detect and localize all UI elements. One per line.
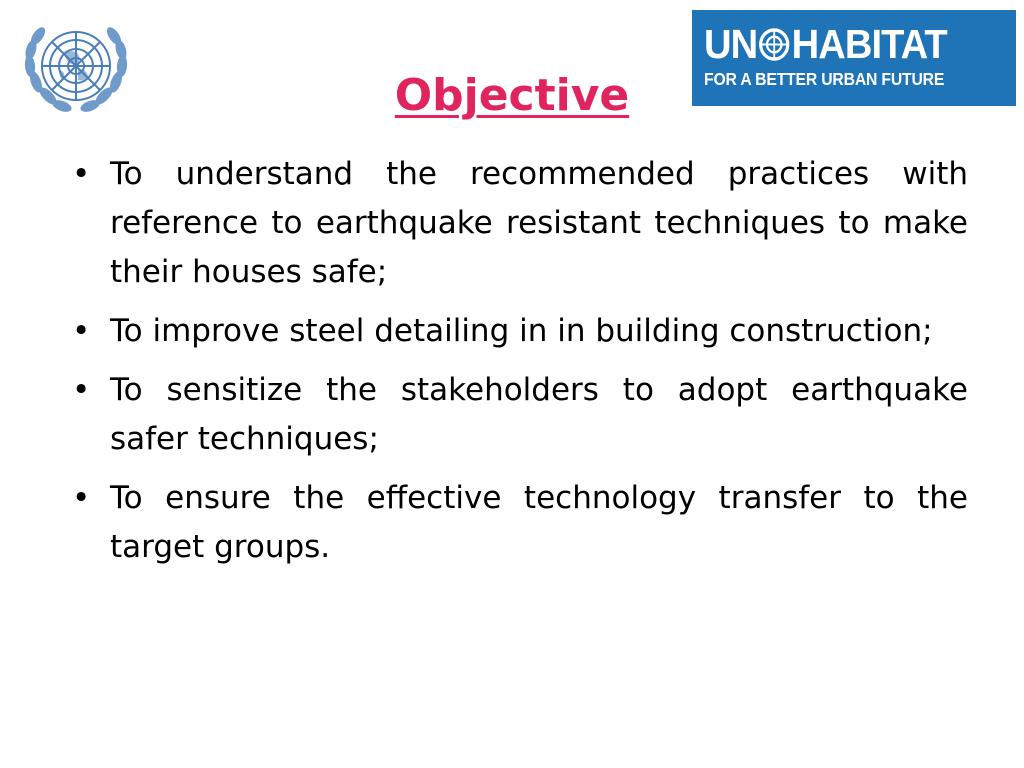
habitat-text-habitat: HABITAT	[791, 21, 947, 67]
objective-text: To improve steel detailing in in building construction;	[110, 313, 933, 349]
bullet-icon: •	[72, 313, 91, 349]
bullet-icon: •	[72, 156, 91, 192]
objectives-list	[70, 150, 968, 582]
habitat-wordmark	[704, 22, 994, 66]
objective-text: To understand the recommended practices with reference to earthquake resistant techniques to make their houses safe;	[110, 156, 968, 290]
habitat-text-un: UN	[704, 21, 758, 67]
globe-icon	[758, 27, 791, 62]
list-item	[70, 307, 968, 356]
bullet-icon: •	[72, 480, 91, 516]
list-item	[70, 366, 968, 464]
habitat-tagline: FOR A BETTER URBAN FUTURE	[704, 69, 945, 89]
objective-text: To sensitize the stakeholders to adopt earthquake safer techniques;	[110, 372, 968, 457]
bullet-icon: •	[72, 372, 91, 408]
list-item	[70, 474, 968, 572]
objective-text: To ensure the effective technology transfer to the target groups.	[110, 480, 968, 565]
list-item	[70, 150, 968, 297]
slide-title: Objective	[394, 70, 630, 121]
